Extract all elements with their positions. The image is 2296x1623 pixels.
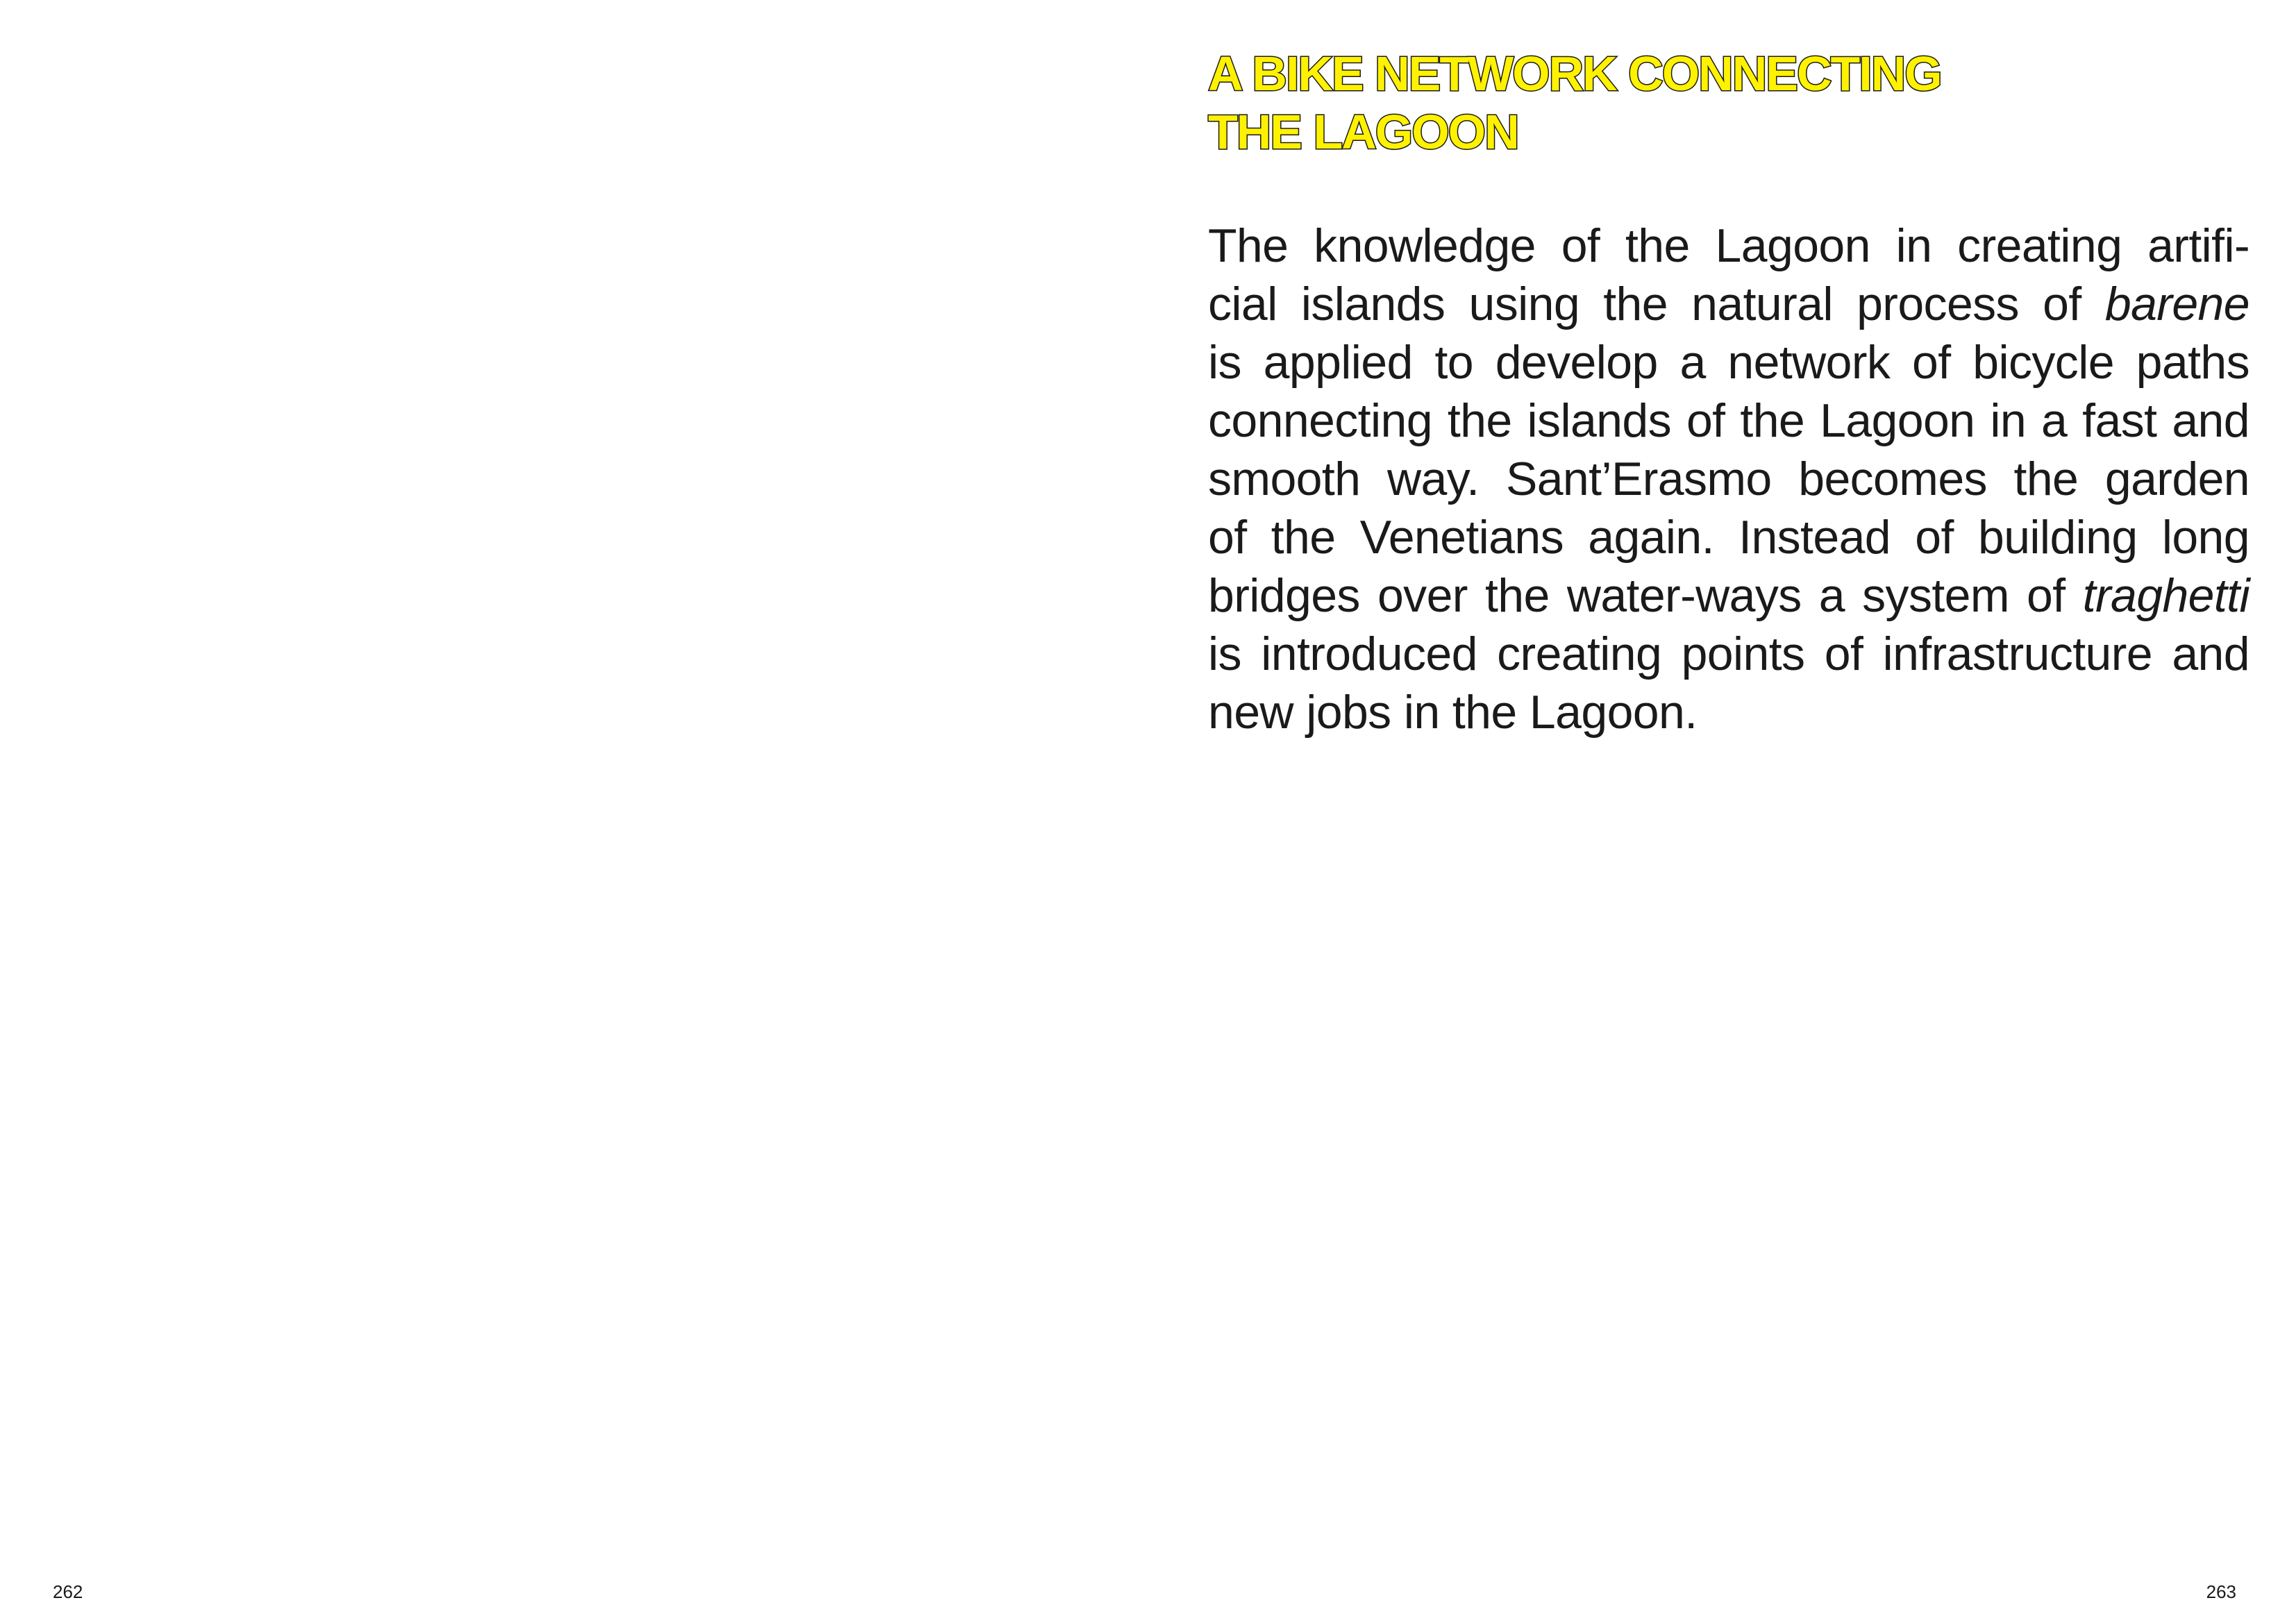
page-number-left: 262: [53, 1581, 83, 1602]
heading-line: THE LAGOON: [1208, 105, 1518, 159]
page-number-right: 263: [2206, 1581, 2236, 1602]
body-line: The knowledge of the Lagoon in creating artifi-: [1208, 219, 2249, 272]
body-line: smooth way. Sant’Erasmo becomes the garden: [1208, 453, 2249, 505]
body-line: of the Venetians again. Instead of building long: [1208, 511, 2249, 564]
body-line: connecting the islands of the Lagoon in a fast and: [1208, 394, 2249, 447]
body-line: new jobs in the Lagoon.: [1208, 686, 1698, 739]
italic-term: barene: [2104, 278, 2249, 330]
heading-line: A BIKE NETWORK CONNECTING: [1208, 47, 1941, 101]
right-page: [1148, 0, 2296, 1623]
italic-term: traghetti: [2082, 569, 2249, 622]
body-line: is introduced creating points of infrastructure and: [1208, 628, 2249, 680]
body-line: bridges over the water-ways a system of traghetti: [1208, 569, 2249, 622]
body-paragraph: [1208, 217, 2249, 741]
section-heading: [1208, 44, 2263, 161]
body-line: is applied to develop a network of bicycle paths: [1208, 336, 2249, 389]
body-line: cial islands using the natural process of barene: [1208, 278, 2249, 330]
